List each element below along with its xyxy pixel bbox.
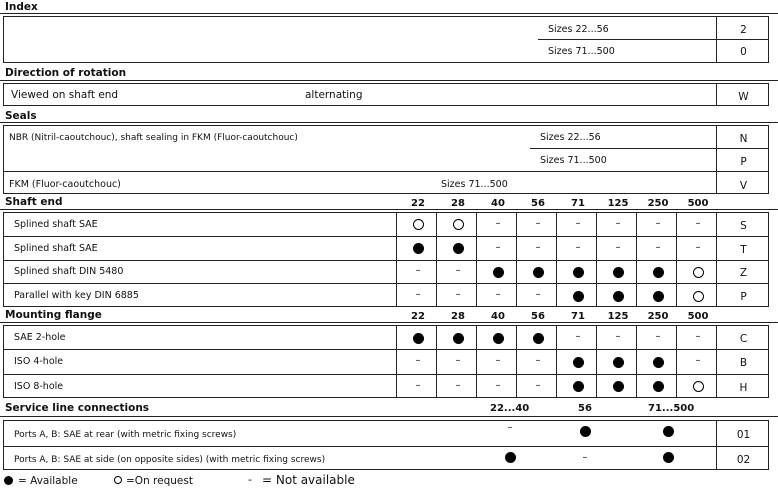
- shaft-end-cell-not-available: –: [415, 265, 421, 277]
- shaft-end-cell-not-available: –: [615, 217, 621, 229]
- mounting-flange-row-line: [3, 374, 769, 375]
- shaft-end-cell-not-available: –: [655, 241, 661, 253]
- service-code: 01: [736, 429, 751, 441]
- service-line-split: [3, 446, 769, 447]
- shaft-end-code: T: [740, 243, 747, 256]
- shaft-end-cell-available: [573, 291, 584, 302]
- mounting-flange-cell-available: [573, 381, 584, 392]
- mounting-flange-cell-not-available: –: [695, 331, 701, 343]
- service-code: 02: [736, 454, 751, 466]
- mounting-flange-col-500: 500: [687, 311, 709, 322]
- shaft-end-cell-not-available: –: [615, 241, 621, 253]
- seals-nbr-size-large: Sizes 71...500: [540, 155, 607, 166]
- shaft-end-row-line: [3, 283, 769, 284]
- index-row-line: [538, 39, 769, 40]
- shaft-end-cell-available: [653, 267, 664, 278]
- legend-available: = Available: [18, 475, 78, 487]
- mounting-flange-cell-available: [573, 357, 584, 368]
- rotation-value: alternating: [305, 89, 363, 101]
- shaft-end-code: S: [740, 219, 747, 232]
- mounting-flange-cell-available: [653, 381, 664, 392]
- rotation-code: W: [738, 91, 749, 103]
- mounting-flange-code: C: [739, 333, 748, 346]
- mounting-flange-cell-available: [453, 333, 464, 344]
- legend-dash: -: [248, 473, 252, 486]
- shaft-end-cell-available: [573, 267, 584, 278]
- seals-divider: [716, 125, 717, 194]
- mounting-flange-cell-not-available: –: [535, 355, 541, 367]
- shaft-end-cell-not-available: –: [655, 217, 661, 229]
- index-code-0: 0: [740, 46, 747, 58]
- service-cell-not-available: –: [582, 452, 588, 463]
- shaft-end-cell-available: [453, 243, 464, 254]
- mounting-flange-cell-not-available: –: [455, 355, 461, 367]
- shaft-end-cell-not-available: –: [695, 241, 701, 253]
- shaft-end-cell-on-request: [413, 219, 424, 230]
- mounting-flange-cell-not-available: –: [415, 379, 421, 391]
- shaft-end-cell-not-available: –: [495, 217, 501, 229]
- shaft-end-cell-not-available: –: [535, 217, 541, 229]
- shaft-end-cell-not-available: –: [455, 265, 461, 277]
- seals-split-line: [3, 171, 769, 172]
- shaft-end-row-label: Splined shaft DIN 5480: [14, 266, 124, 278]
- shaft-end-cell-available: [413, 243, 424, 254]
- shaft-end-cell-on-request: [693, 291, 704, 302]
- mounting-flange-col-71: 71: [571, 311, 585, 322]
- shaft-end-cell-not-available: –: [535, 289, 541, 301]
- shaft-end-col-125: 125: [607, 198, 629, 209]
- shaft-end-cell-on-request: [453, 219, 464, 230]
- service-group-71-500: 71...500: [648, 403, 695, 414]
- mounting-flange-col-56: 56: [531, 311, 545, 322]
- index-code-2: 2: [740, 24, 747, 36]
- seals-fkm-label: FKM (Fluor-caoutchouc): [9, 179, 121, 190]
- mounting-flange-col-22: 22: [411, 311, 425, 322]
- index-rule: [0, 13, 778, 14]
- mounting-flange-cell-not-available: –: [695, 355, 701, 367]
- service-row-label: Ports A, B: SAE at rear (with metric fixing screws): [14, 430, 237, 440]
- mounting-flange-title: Mounting flange: [5, 309, 102, 321]
- rotation-divider: [716, 83, 717, 106]
- index-size-small: Sizes 22...56: [548, 24, 609, 35]
- index-size-large: Sizes 71...500: [548, 46, 615, 57]
- seals-inner-line: [530, 148, 769, 149]
- shaft-end-col-71: 71: [571, 198, 585, 209]
- legend-not-available: = Not available: [262, 473, 355, 487]
- mounting-flange-row-label: ISO 8-hole: [14, 380, 64, 392]
- shaft-end-row-line: [3, 260, 769, 261]
- mounting-flange-cell-available: [493, 333, 504, 344]
- shaft-end-cell-not-available: –: [575, 217, 581, 229]
- shaft-end-code: Z: [739, 267, 748, 280]
- legend-on-request: =On request: [126, 475, 193, 487]
- legend-available-dot: [4, 476, 13, 485]
- mounting-flange-col-250: 250: [647, 311, 669, 322]
- service-cell-available: [505, 452, 516, 463]
- shaft-end-col-40: 40: [491, 198, 505, 209]
- shaft-end-cell-available: [493, 267, 504, 278]
- mounting-flange-cell-available: [413, 333, 424, 344]
- rotation-rule: [0, 80, 778, 81]
- shaft-end-cell-on-request: [693, 267, 704, 278]
- shaft-end-col-250: 250: [647, 198, 669, 209]
- shaft-end-cell-available: [533, 267, 544, 278]
- rotation-label: Viewed on shaft end: [11, 89, 119, 101]
- mounting-flange-cell-not-available: –: [495, 379, 501, 391]
- mounting-flange-cell-not-available: –: [415, 355, 421, 367]
- shaft-end-col-22: 22: [411, 198, 425, 209]
- service-line-title: Service line connections: [5, 402, 150, 414]
- rotation-title: Direction of rotation: [5, 67, 127, 79]
- shaft-end-col-56: 56: [531, 198, 545, 209]
- seals-nbr-size-small: Sizes 22...56: [540, 132, 601, 143]
- shaft-end-cell-not-available: –: [575, 241, 581, 253]
- mounting-flange-code: B: [739, 357, 748, 370]
- mounting-flange-cell-not-available: –: [575, 331, 581, 343]
- service-group-56: 56: [578, 403, 592, 414]
- shaft-end-cell-not-available: –: [495, 241, 501, 253]
- mounting-flange-col-125: 125: [607, 311, 629, 322]
- mounting-flange-row-label: SAE 2-hole: [14, 332, 66, 344]
- shaft-end-row-label: Splined shaft SAE: [14, 218, 98, 230]
- shaft-end-cell-available: [613, 291, 624, 302]
- shaft-end-row-label: Splined shaft SAE: [14, 242, 98, 254]
- mounting-flange-cell-available: [653, 357, 664, 368]
- shaft-end-cell-not-available: –: [495, 289, 501, 301]
- mounting-flange-cell-on-request: [693, 381, 704, 392]
- mounting-flange-cell-not-available: –: [615, 331, 621, 343]
- seals-code-p: P: [740, 156, 747, 168]
- mounting-flange-cell-not-available: –: [535, 379, 541, 391]
- shaft-end-cell-available: [613, 267, 624, 278]
- service-cell-available: [663, 426, 674, 437]
- mounting-flange-cell-available: [613, 357, 624, 368]
- legend-on-request-ring: [114, 476, 122, 484]
- shaft-end-row-label: Parallel with key DIN 6885: [14, 290, 139, 302]
- seals-rule: [0, 122, 778, 123]
- shaft-end-col-500: 500: [687, 198, 709, 209]
- service-group-22-40: 22...40: [490, 403, 530, 414]
- service-cell-available: [580, 426, 591, 437]
- mounting-flange-col-40: 40: [491, 311, 505, 322]
- mounting-flange-code: H: [739, 381, 748, 394]
- service-cell-not-available: –: [507, 422, 513, 433]
- seals-nbr-label: NBR (Nitril-caoutchouc), shaft sealing in FKM (Fluor-caoutchouc): [9, 133, 298, 143]
- mounting-flange-cell-available: [533, 333, 544, 344]
- mounting-flange-cell-not-available: –: [495, 355, 501, 367]
- mounting-flange-cell-available: [613, 381, 624, 392]
- shaft-end-cell-not-available: –: [695, 217, 701, 229]
- service-cell-available: [663, 452, 674, 463]
- shaft-end-cell-not-available: –: [455, 289, 461, 301]
- shaft-end-title: Shaft end: [5, 196, 63, 208]
- seals-code-n: N: [739, 133, 748, 145]
- mounting-flange-vline: [396, 325, 397, 398]
- shaft-end-cell-available: [653, 291, 664, 302]
- index-title: Index: [5, 1, 38, 13]
- seals-title: Seals: [5, 110, 37, 122]
- seals-code-v: V: [739, 180, 748, 192]
- seals-fkm-size: Sizes 71...500: [441, 179, 508, 190]
- shaft-end-row-line: [3, 236, 769, 237]
- shaft-end-cell-not-available: –: [535, 241, 541, 253]
- mounting-flange-col-28: 28: [451, 311, 465, 322]
- mounting-flange-row-label: ISO 4-hole: [14, 356, 64, 368]
- service-row-label: Ports A, B: SAE at side (on opposite sides) (with metric fixing screws): [14, 455, 326, 465]
- service-line-divider: [716, 420, 717, 470]
- mounting-flange-cell-not-available: –: [655, 331, 661, 343]
- shaft-end-col-28: 28: [451, 198, 465, 209]
- shaft-end-cell-not-available: –: [415, 289, 421, 301]
- mounting-flange-row-line: [3, 349, 769, 350]
- mounting-flange-cell-not-available: –: [455, 379, 461, 391]
- shaft-end-code: P: [740, 291, 747, 304]
- service-line-rule: [0, 416, 778, 417]
